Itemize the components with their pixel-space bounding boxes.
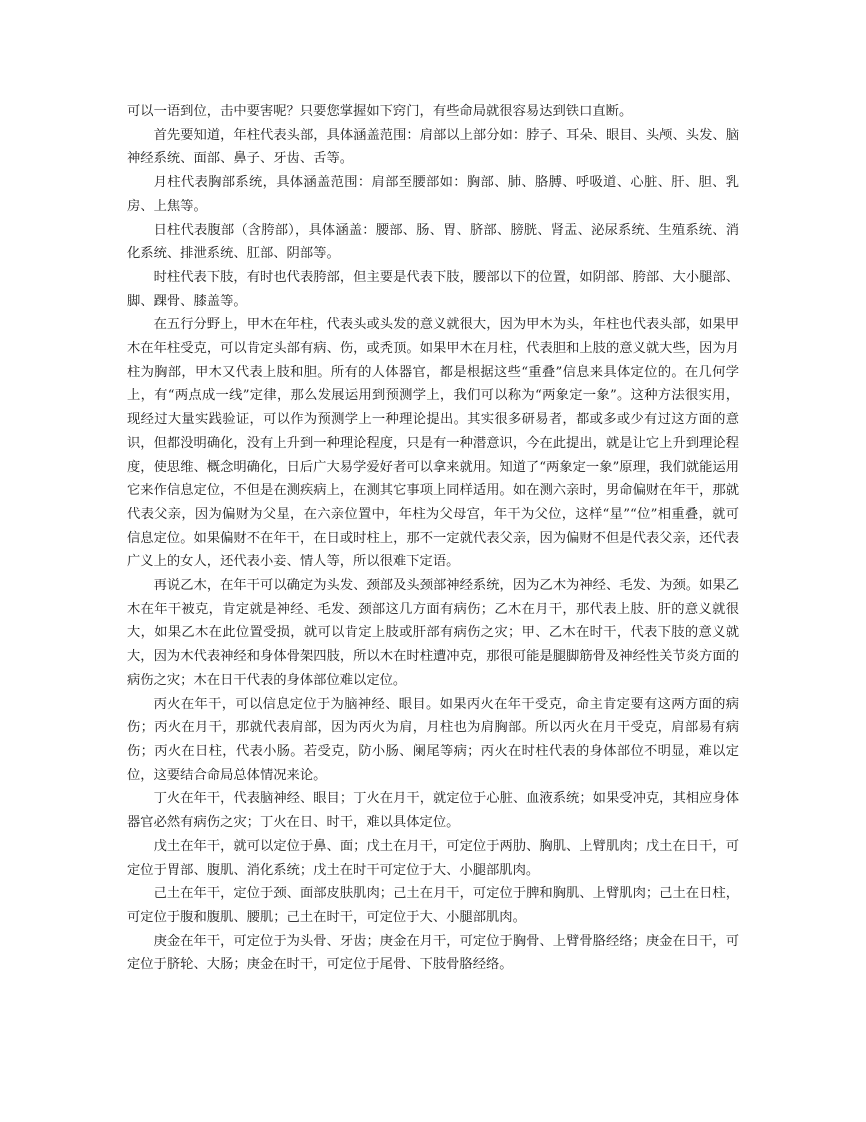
paragraph-7: 再说乙木，在年干可以确定为头发、颈部及头颈部神经系统，因为乙木为神经、毛发、为颈。如果乙木在年干被克，肯定就是神经、毛发、颈部这几方面有病伤；乙木在月干，那代表上肢、肝的意义就很大，如果乙木在此位置受损，就可以肯定上肢或肝部有病伤之灾；甲、乙木在时干，代表下肢的意义就大，因为木代表神经和身体骨架四肢，所以木在时柱遭冲克，那很可能是腿脚筋骨及神经性关节炎方面的病伤之灾；木在日干代表的身体部位难以定位。	[127, 578, 739, 688]
paragraph-1: 可以一语到位，击中要害呢？只要您掌握如下窍门，有些命局就很容易达到铁口直断。	[127, 104, 633, 119]
paragraph-10: 戊土在年干，就可以定位于鼻、面；戊土在月干，可定位于两肋、胸肌、上臂肌肉；戊土在日干，可定位于胃部、腹肌、消化系统；戊土在时干可定位于大、小腿部肌肉。	[127, 838, 739, 878]
paragraph-5: 时柱代表下肢，有时也代表胯部，但主要是代表下肢，腰部以下的位置，如阴部、胯部、大小腿部、脚、踝骨、膝盖等。	[127, 269, 739, 309]
paragraph-6: 在五行分野上，甲木在年柱，代表头或头发的意义就很大，因为甲木为头，年柱也代表头部，如果甲木在年柱受克，可以肯定头部有病、伤，或秃顶。如果甲木在月柱，代表胆和上肢的意义就大些，因为月柱为胸部，甲木又代表上肢和胆。所有的人体器官，都是根据这些“重叠”信息来具体定位的。在几何学上，有“两点成一线”定律，那么发展运用到预测学上，我们可以称为“两象定一象”。这种方法很实用，现经过大量实践验证，可以作为预测学上一种理论提出。其实很多研易者，都或多或少有过这方面的意识，但都没明确化，没有上升到一种理论程度，只是有一种潜意识，今在此提出，就是让它上升到理论程度，使思维、概念明确化，日后广大易学爱好者可以拿来就用。知道了“两象定一象”原理，我们就能运用它来作信息定位，不但是在测疾病上，在测其它事项上同样适用。如在测六亲时，男命偏财在年干，那就代表父亲，因为偏财为父星，在六亲位置中，年柱为父母宫，年干为父位，这样“星”“位”相重叠，就可信息定位。如果偏财不在年干，在日或时柱上，那不一定就代表父亲，因为偏财不但是代表父亲，还代表广义上的女人，还代表小妾、情人等，所以很难下定语。	[127, 317, 739, 570]
paragraph-4: 日柱代表腹部（含胯部），具体涵盖：腰部、肠、胃、脐部、膀胱、肾盂、泌尿系统、生殖系统、消化系统、排泄系统、肛部、阴部等。	[127, 222, 739, 262]
paragraph-3: 月柱代表胸部系统，具体涵盖范围：肩部至腰部如：胸部、肺、胳膊、呼吸道、心脏、肝、胆、乳房、上焦等。	[127, 175, 739, 214]
document-page	[127, 100, 739, 977]
paragraph-11: 己土在年干，定位于颈、面部皮肤肌肉；己土在月干，可定位于脾和胸肌、上臂肌肉；己土在日柱，可定位于腹和腹肌、腰肌；己土在时干，可定位于大、小腿部肌肉。	[127, 886, 739, 925]
paragraph-9: 丁火在年干，代表脑神经、眼目；丁火在月干，就定位于心脏、血液系统；如果受冲克，其相应身体器官必然有病伤之灾；丁火在日、时干，难以具体定位。	[127, 791, 739, 831]
paragraph-12: 庚金在年干，可定位于为头骨、牙齿；庚金在月干，可定位于胸骨、上臂骨胳经络；庚金在日干，可定位于脐轮、大肠；庚金在时干，可定位于尾骨、下肢骨胳经络。	[127, 933, 739, 973]
paragraph-8: 丙火在年干，可以信息定位于为脑神经、眼目。如果丙火在年干受克，命主肯定要有这两方面的病伤；丙火在月干，那就代表肩部，因为丙火为肩，月柱也为肩胸部。所以丙火在月干受克，肩部易有病伤；丙火在日柱，代表小肠。若受克，防小肠、阑尾等病；丙火在时柱代表的身体部位不明显，难以定位，这要结合命局总体情况来论。	[127, 696, 739, 783]
paragraph-2: 首先要知道，年柱代表头部，具体涵盖范围：肩部以上部分如：脖子、耳朵、眼目、头颅、头发、脑神经系统、面部、鼻子、牙齿、舌等。	[127, 127, 739, 167]
